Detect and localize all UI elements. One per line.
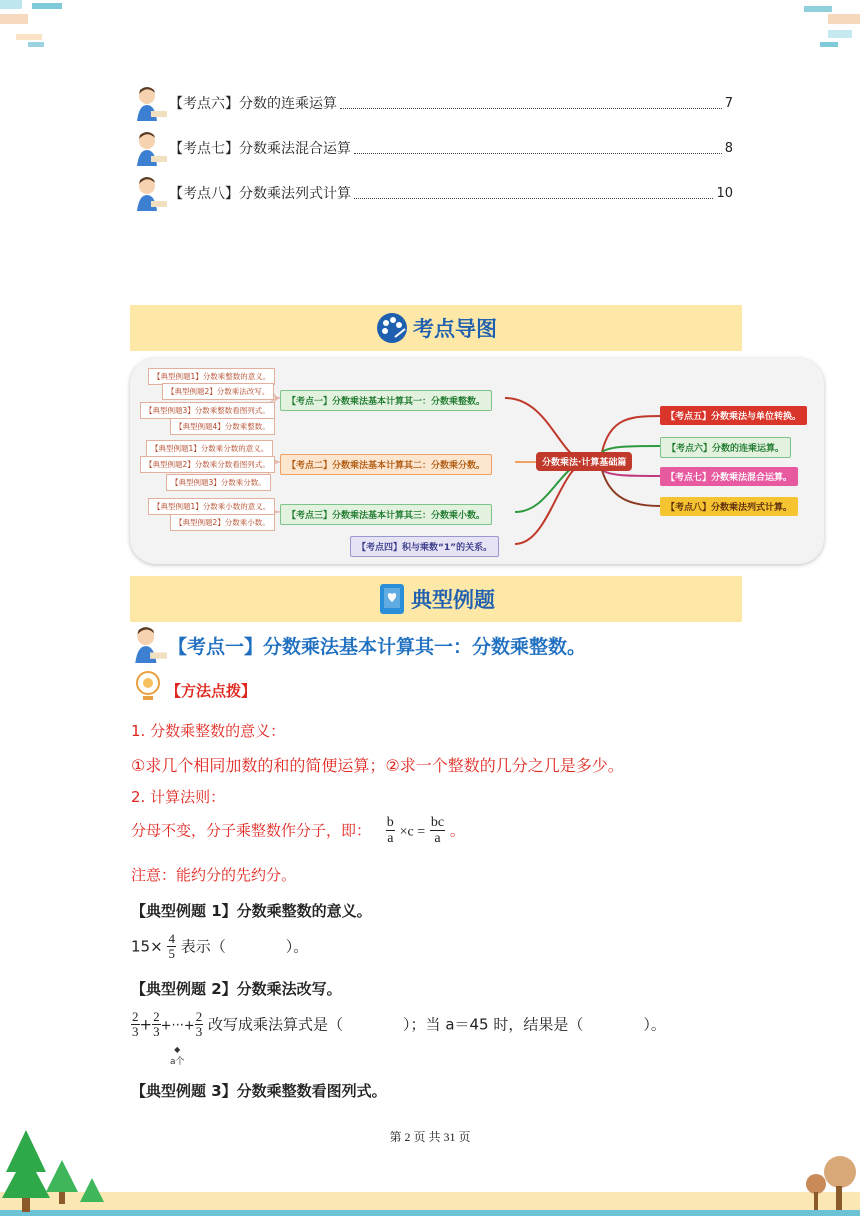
formula-times: ×c = <box>399 824 426 840</box>
mindmap-leaf: 【典型例题1】分数乘整数的意义。 <box>148 368 275 385</box>
brace-caption: a个 <box>170 1057 185 1067</box>
fraction-num: 4 <box>168 931 175 946</box>
mindmap-leaf: 【典型例题4】分数乘整数。 <box>170 418 275 435</box>
example-2-fraction <box>152 1010 161 1040</box>
brace-label <box>170 1046 185 1067</box>
method-line-3: 2. 计算法则： <box>131 788 226 806</box>
example-2-fraction <box>131 1010 140 1040</box>
formula-num: bc <box>430 815 445 830</box>
corner-decoration-right <box>780 0 860 55</box>
toc-label: 【考点七】分数乘法混合运算 <box>169 141 351 157</box>
example-1-title: 【典型例题 1】分数乘整数的意义。 <box>131 902 372 920</box>
banner-title: 典型例题 <box>411 588 495 612</box>
example-1-prefix: 15× <box>131 937 163 956</box>
toc-page: 10 <box>716 185 733 201</box>
mindmap-node-kp1: 【考点一】分数乘法基本计算其一：分数乘整数。 <box>280 390 492 411</box>
toc-leader <box>340 108 722 109</box>
example-1-suffix: 表示（ ）。 <box>180 937 309 956</box>
student-icon <box>133 85 167 121</box>
mindmap-node-kp6: 【考点六】分数的连乘运算。 <box>660 437 791 458</box>
method-line-4 <box>131 815 465 847</box>
toc-label: 【考点六】分数的连乘运算 <box>169 96 337 112</box>
mindmap-node-kp2: 【考点二】分数乘法基本计算其二：分数乘分数。 <box>280 454 492 475</box>
formula-den: a <box>387 831 394 847</box>
mindmap-center: 分数乘法·计算基础篇 <box>536 452 632 471</box>
toc-page: 8 <box>724 140 733 156</box>
mindmap-leaf: 【典型例题3】分数乘整数看图列式。 <box>140 402 275 419</box>
book-icon <box>377 582 407 616</box>
palette-icon <box>375 311 409 345</box>
fraction-num: 2 <box>153 1009 160 1024</box>
method-heading: 【方法点拨】 <box>166 682 257 700</box>
mindmap-banner <box>130 305 742 351</box>
page-footer: 第 2 页 共 31 页 <box>389 1130 471 1144</box>
mindmap-node-kp7: 【考点七】分数乘法混合运算。 <box>660 467 798 486</box>
formula-fraction-1 <box>386 815 395 847</box>
mindmap-leaf: 【典型例题1】分数乘分数的意义。 <box>146 440 273 457</box>
mindmap-leaf: 【典型例题1】分数乘小数的意义。 <box>148 498 275 515</box>
example-1-fraction <box>167 932 176 962</box>
method-line-2: ①求几个相同加数的和的简便运算；②求一个整数的几分之几是多少。 <box>131 756 624 775</box>
fraction-den: 3 <box>195 1024 203 1040</box>
student-icon <box>131 625 167 663</box>
toc-item-7[interactable] <box>133 130 733 166</box>
examples-banner <box>130 576 742 622</box>
student-icon <box>133 130 167 166</box>
plus-sign: + <box>139 1015 153 1034</box>
brace-icon: ◆ <box>174 1045 181 1054</box>
toc-item-6[interactable] <box>133 85 733 121</box>
corner-decoration-left <box>0 0 90 50</box>
method-line-1: 1. 分数乘整数的意义： <box>131 722 286 740</box>
fraction-num: 2 <box>195 1009 203 1024</box>
fraction-den: 5 <box>168 946 175 962</box>
mindmap-leaf: 【典型例题3】分数乘分数。 <box>166 474 271 491</box>
example-3-title: 【典型例题 3】分数乘整数看图列式。 <box>131 1082 387 1100</box>
example-2-title: 【典型例题 2】分数乘法改写。 <box>131 980 342 998</box>
mindmap-node-kp5: 【考点五】分数乘法与单位转换。 <box>660 406 807 425</box>
mindmap-node-kp4: 【考点四】积与乘数“1”的关系。 <box>350 536 499 557</box>
toc-item-8[interactable] <box>133 175 733 211</box>
formula-den: a <box>434 831 441 847</box>
formula-fraction-2 <box>430 815 445 847</box>
mindmap-leaf: 【典型例题2】分数乘小数。 <box>170 514 275 531</box>
example-2-suffix: 改写成乘法算式是（ ）；当 a＝45 时，结果是（ ）。 <box>208 1015 666 1034</box>
formula-num: b <box>386 815 394 830</box>
method-line-4-text: 分母不变，分子乘整数作分子，即： <box>131 821 372 840</box>
banner-title: 考点导图 <box>413 317 497 341</box>
toc-label: 【考点八】分数乘法列式计算 <box>169 186 351 202</box>
fraction-den: 3 <box>132 1024 139 1040</box>
toc-leader <box>354 153 722 154</box>
method-line-4-end: 。 <box>449 821 465 840</box>
example-1-question <box>131 932 308 962</box>
lightbulb-icon <box>133 670 163 704</box>
kp1-heading: 【考点一】分数乘法基本计算其一：分数乘整数。 <box>168 636 587 658</box>
bottom-decoration <box>0 1128 860 1216</box>
ellipsis-plus: +···+ <box>160 1018 195 1034</box>
fraction-den: 3 <box>153 1024 160 1040</box>
toc-page: 7 <box>724 95 733 111</box>
example-2-fraction <box>195 1010 204 1040</box>
mindmap-leaf: 【典型例题2】分数乘分数看图列式。 <box>140 456 275 473</box>
toc-leader <box>354 198 713 199</box>
method-line-5: 注意：能约分的先约分。 <box>131 866 297 884</box>
fraction-num: 2 <box>132 1009 139 1024</box>
mindmap-node-kp8: 【考点八】分数乘法列式计算。 <box>660 497 798 516</box>
student-icon <box>133 175 167 211</box>
mindmap-node-kp3: 【考点三】分数乘法基本计算其三：分数乘小数。 <box>280 504 492 525</box>
example-2-question <box>131 1010 666 1040</box>
mindmap-leaf: 【典型例题2】分数乘法改写。 <box>162 383 274 400</box>
mind-map <box>130 358 824 564</box>
